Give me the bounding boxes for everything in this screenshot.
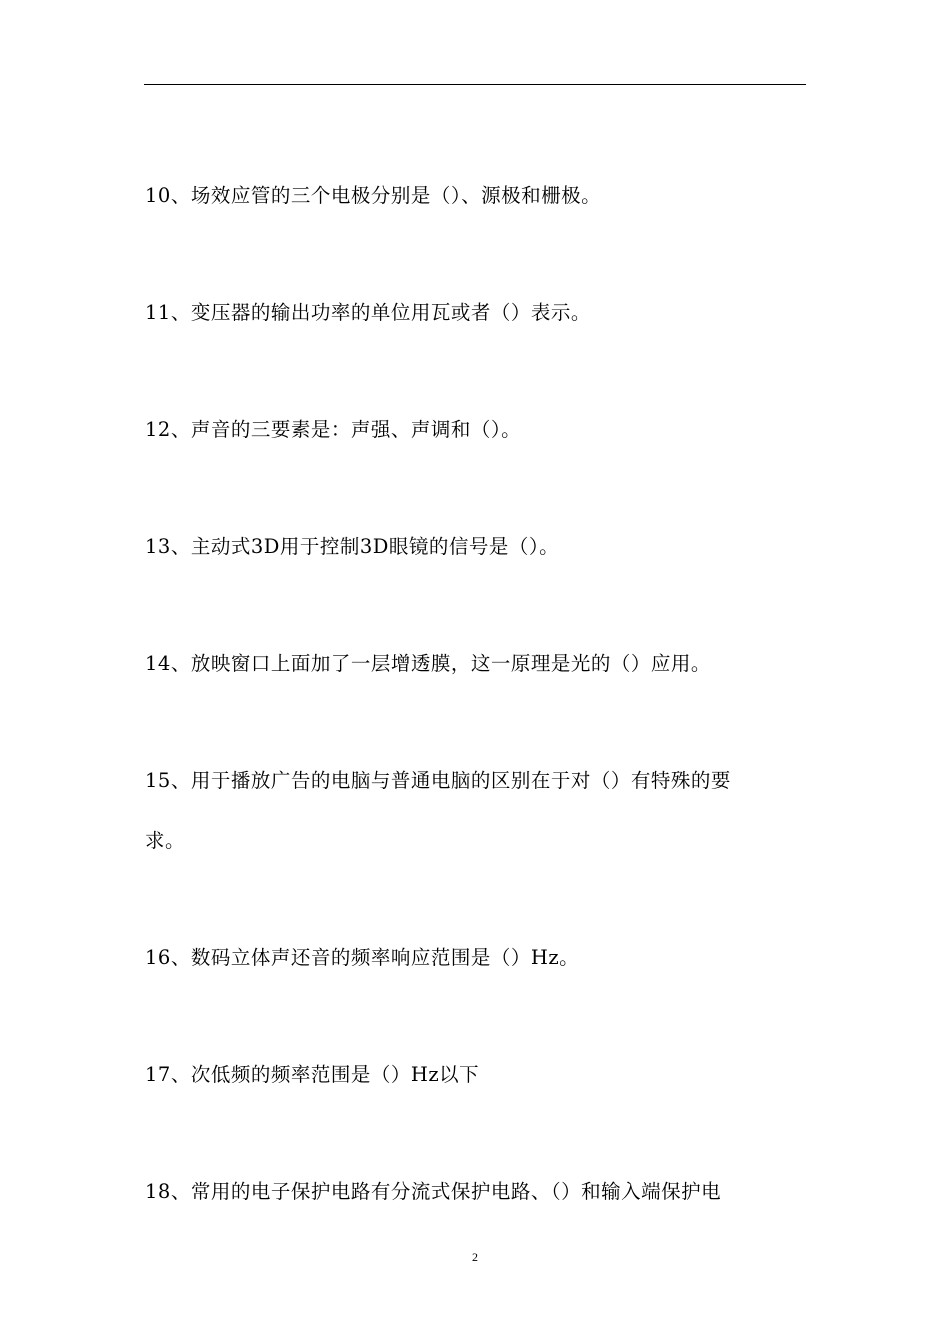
question-14: 14、放映窗口上面加了一层增透膜，这一原理是光的（）应用。 — [145, 652, 711, 675]
page-number: 2 — [472, 1250, 478, 1264]
header-rule — [144, 84, 806, 85]
question-15-continuation: 求。 — [145, 829, 186, 852]
question-11: 11、变压器的输出功率的单位用瓦或者（）表示。 — [145, 301, 591, 324]
question-16: 16、数码立体声还音的频率响应范围是（）Hz。 — [145, 946, 580, 969]
question-18: 18、常用的电子保护电路有分流式保护电路、（）和输入端保护电 — [145, 1180, 722, 1203]
question-10: 10、场效应管的三个电极分别是（）、源极和栅极。 — [145, 184, 602, 207]
question-17: 17、次低频的频率范围是（）Hz以下 — [145, 1063, 480, 1086]
question-13: 13、主动式3D用于控制3D眼镜的信号是（）。 — [145, 535, 560, 558]
question-12: 12、声音的三要素是：声强、声调和（）。 — [145, 418, 522, 441]
question-15: 15、用于播放广告的电脑与普通电脑的区别在于对（）有特殊的要 — [145, 769, 731, 792]
